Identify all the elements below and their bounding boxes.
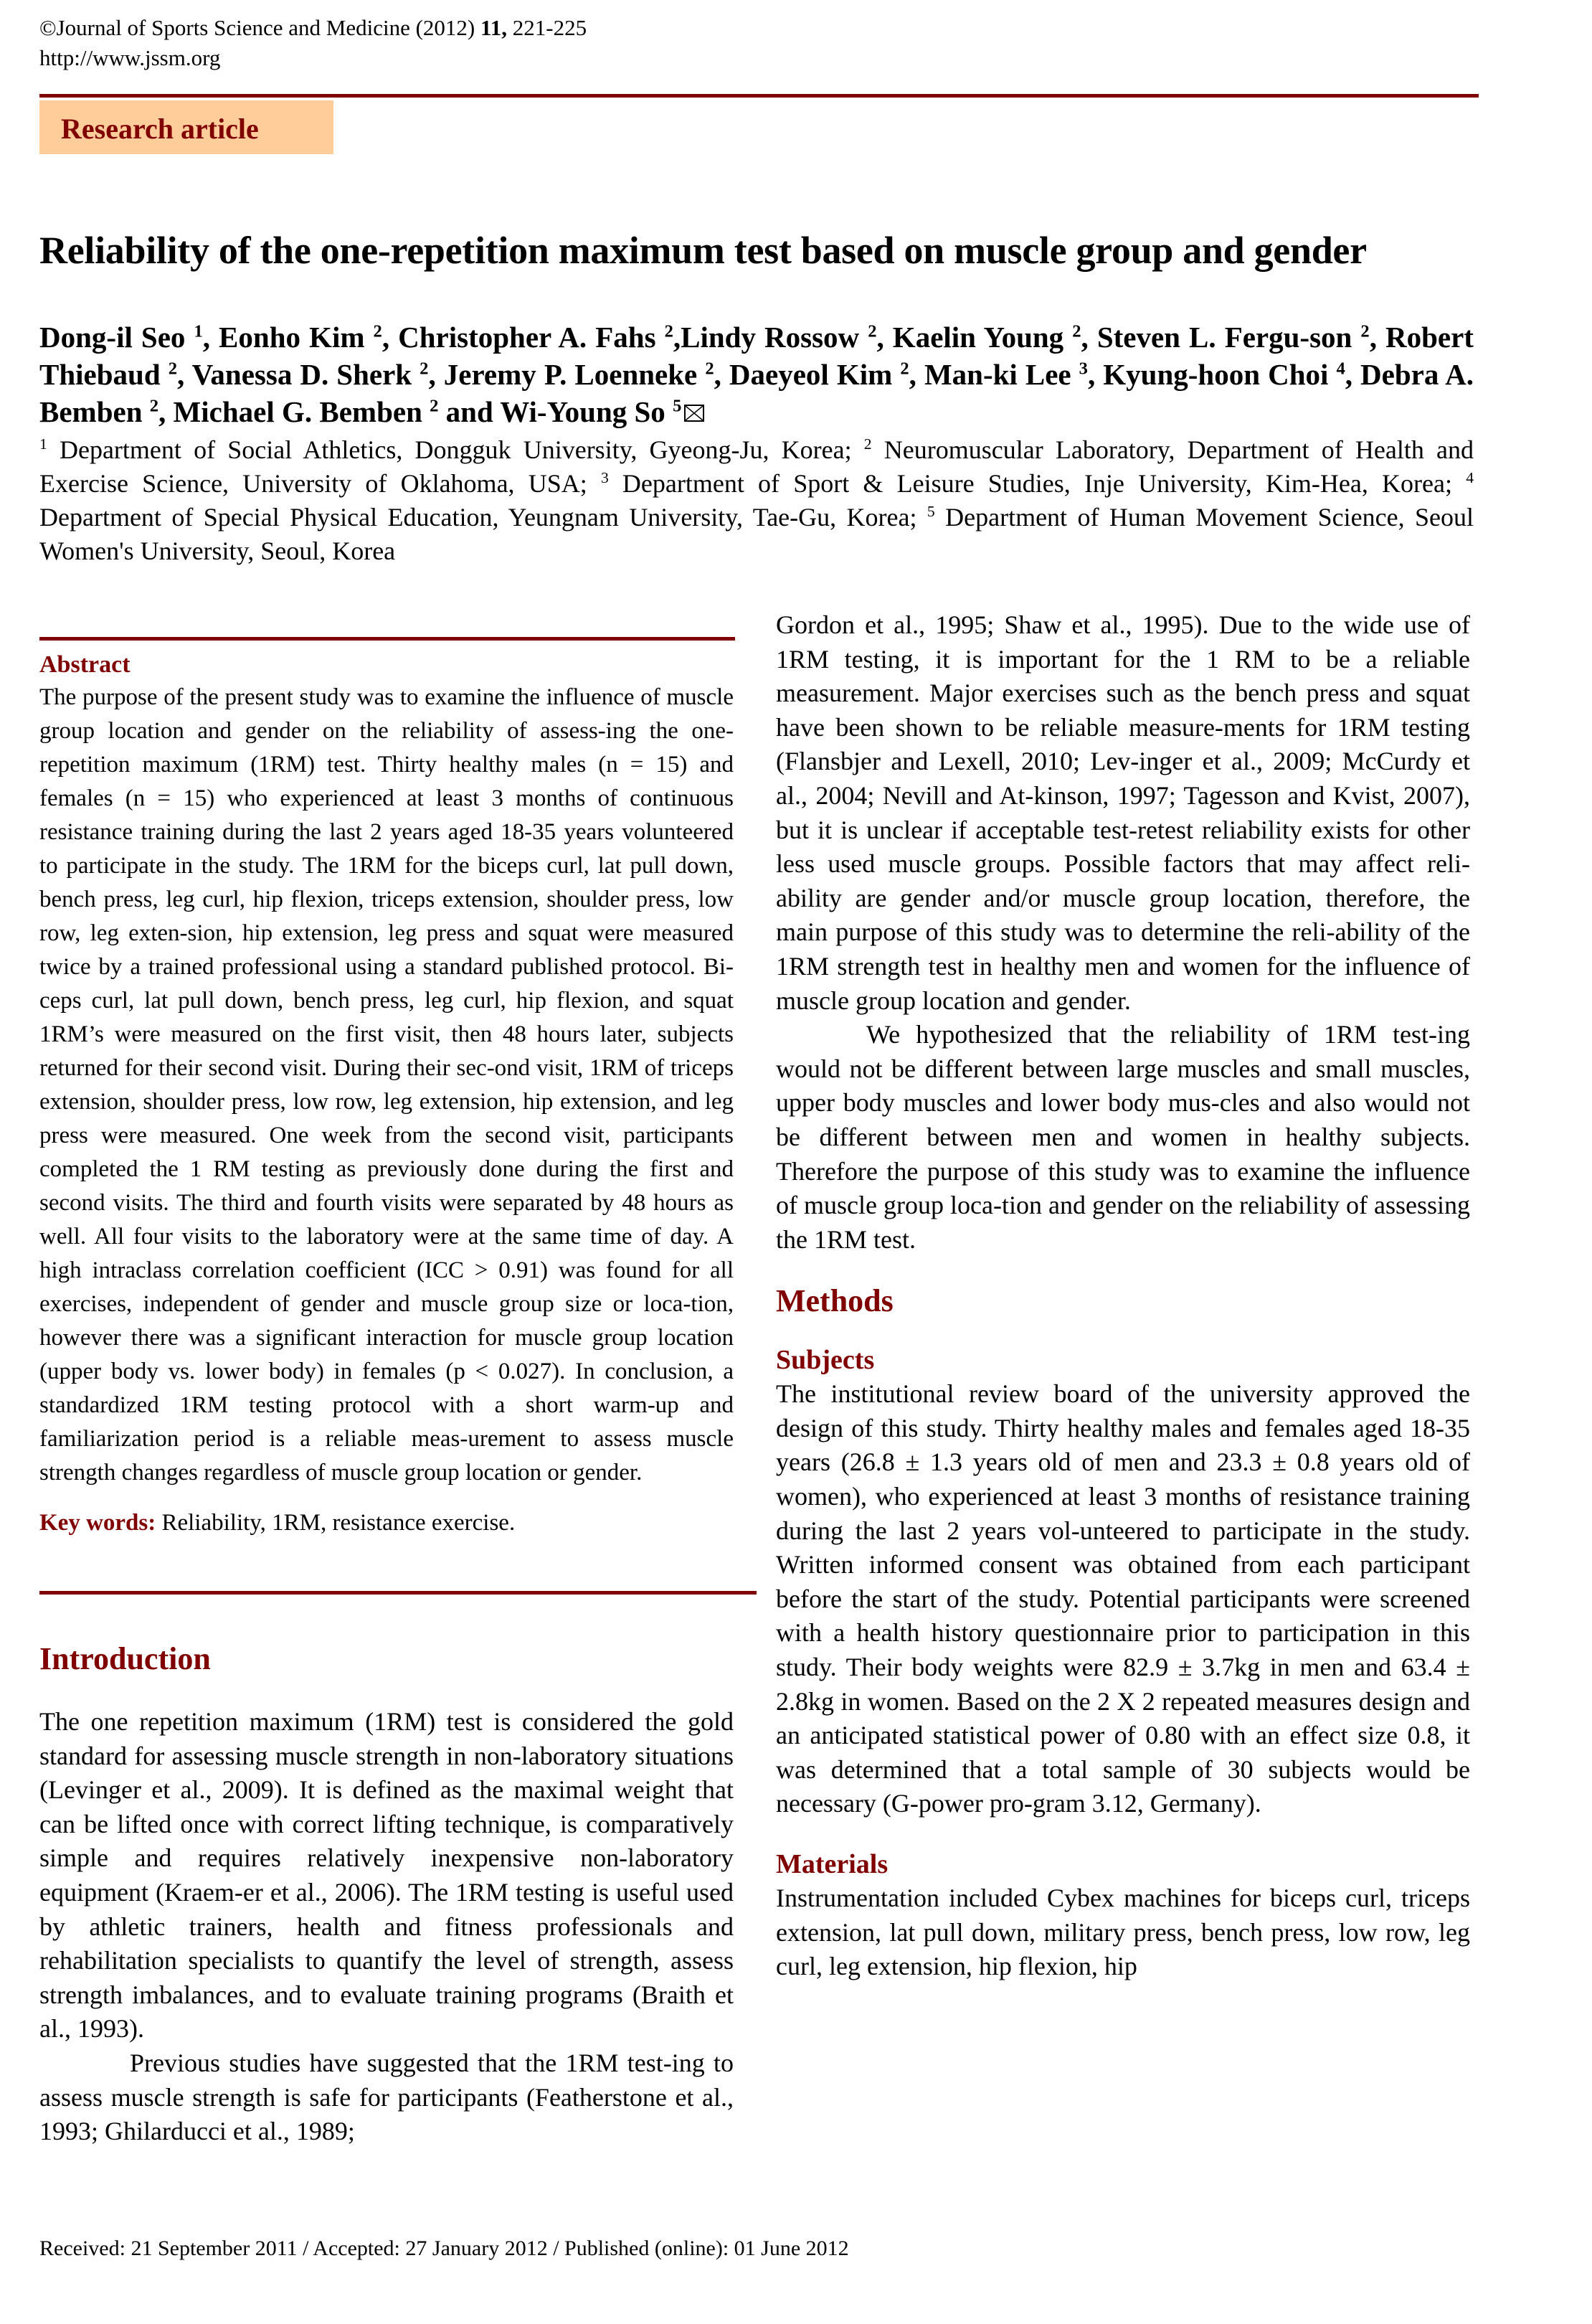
- abstract-bottom-rule: [39, 1591, 757, 1595]
- paper-title: Reliability of the one-repetition maximum test based on muscle group and gender: [39, 229, 1367, 272]
- introduction-section: [39, 1639, 734, 2149]
- affiliations: $^1$ Department of Social Athletics, Dongguk University, Gyeong-Ju, Korea; $^2$ Neuromuscular Laboratory, Department of Health and Exercise Science, University of Oklahoma, USA; $^3$ Department of Sport & Leisure Studies, Inje University, Kim-Hea, Korea; $^4$ Department of Special Physical Education, Yeungnam University, Tae-Gu, Korea; $^5$ Department of Human Movement Science, Seoul Women's University, Seoul, Korea: [39, 435, 1474, 565]
- intro-paragraph-3: We hypothesized that the reliability of 1RM test-ing would not be different between large muscles and small muscles, upper body muscles and lower body mus-cles and also would not be different between men and women in healthy subjects. Therefore the purpose of this study was to examine the influence of muscle group loca-tion and gender on the reliability of assessing the 1RM test.: [776, 1020, 1470, 1254]
- right-column: [776, 608, 1470, 1984]
- article-type-badge: [39, 100, 333, 154]
- header-rule: [39, 94, 1479, 98]
- introduction-heading: Introduction: [39, 1641, 211, 1676]
- envelope-icon[interactable]: [684, 405, 704, 422]
- materials-body: Instrumentation included Cybex machines for biceps curl, triceps extension, lat pull down, military press, bench press, low row, leg curl, leg extension, hip flexion, hip: [776, 1884, 1470, 1981]
- publication-dates: Received: 21 September 2011 / Accepted: 27 January 2012 / Published (online): 01 June 2012: [39, 2236, 849, 2260]
- subjects-body: The institutional review board of the university approved the design of this study. Thirty healthy males and females aged 18-35 years (26.8 ± 1.3 years old of men and 23.3 ± 0.8 years old of women), who experienced at least 3 months of resistance training during the last 2 years vol-unteered to participate in the study. Written informed consent was obtained from each participant before the start of the study. Potential participants were screened with a health history questionnaire prior to participation in this study. Their body weights were 82.9 ± 3.7kg in men and 63.4 ± 2.8kg in women. Based on the 2 X 2 repeated measures design and an anticipated statistical power of 0.80 with an effect size 0.8, it was determined that a total sample of 30 subjects would be necessary (G-power pro-gram 3.12, Germany).: [776, 1379, 1470, 1818]
- author-list: Dong-il Seo $^1$, Eonho Kim $^2$, Christopher A. Fahs $^2$,Lindy Rossow $^2$, Kaelin Young $^2$, Steven L. Fergu-son $^2$, Robert Thiebaud $^2$, Vanessa D. Sherk $^2$, Jeremy P. Loenneke $^2$, Daeyeol Kim $^2$, Man-ki Lee $^3$, Kyung-hoon Choi $^4$, Debra A. Bemben $^2$, Michael G. Bemben $^2$ and Wi-Young So $^5$: [39, 321, 1474, 428]
- journal-line: ©Journal of Sports Science and Medicine (2012) 11, 221-225: [39, 15, 587, 40]
- keywords-label: Key words:: [39, 1510, 156, 1536]
- intro-paragraph-1: The one repetition maximum (1RM) test is considered the gold standard for assessing muscle strength in non-laboratory situations (Levinger et al., 2009). It is defined as the maximal weight that can be lifted once with correct lifting technique, is comparatively simple and requires relatively inexpensive non-laboratory equipment (Kraem-er et al., 2006). The 1RM testing is useful used by athletic trainers, health and fitness professionals and rehabilitation specialists to quantify the level of strength, assess strength imbalances, and to evaluate training programs (Braith et al., 1993).: [39, 1707, 734, 2044]
- abstract-body: The purpose of the present study was to examine the influence of muscle group location and gender on the reliability of assess-ing the one-repetition maximum (1RM) test. Thirty healthy males (n = 15) and females (n = 15) who experienced at least 3 months of continuous resistance training during the last 2 years aged 18-35 years volunteered to participate in the study. The 1RM for the biceps curl, lat pull down, bench press, leg curl, hip flexion, triceps extension, shoulder press, low row, leg exten-sion, hip extension, leg press and squat were measured twice by a trained professional using a standard published protocol. Bi-ceps curl, lat pull down, bench press, leg curl, hip flexion, and squat 1RM’s were measured on the first visit, then 48 hours later, subjects returned for their second visit. During their sec-ond visit, 1RM of triceps extension, shoulder press, low row, leg extension, hip extension, and leg press were measured. One week from the second visit, participants completed the 1 RM testing as previously done during the first and second visits. The third and fourth visits were separated by 48 hours as well. All four visits to the laboratory were at the same time of day. A high intraclass correlation coefficient (ICC > 0.91) was found for all exercises, independent of gender and muscle group size or loca-tion, however there was a significant interaction for muscle group location (upper body vs. lower body) in females (p < 0.027). In conclusion, a standardized 1RM testing protocol with a short warm-up and familiarization period is a reliable meas-urement to assess muscle strength changes regardless of muscle group location or gender.: [39, 684, 734, 1485]
- abstract-top-rule: [39, 637, 735, 641]
- abstract-heading: Abstract: [39, 651, 131, 678]
- methods-heading: Methods: [776, 1283, 894, 1319]
- journal-url[interactable]: http://www.jssm.org: [39, 45, 221, 70]
- subjects-heading: Subjects: [776, 1345, 875, 1376]
- materials-heading: Materials: [776, 1849, 889, 1879]
- volume: 11,: [480, 15, 508, 40]
- keywords: Key words: Reliability, 1RM, resistance exercise.: [39, 1510, 516, 1536]
- intro-paragraph-2: Previous studies have suggested that the 1RM test-ing to assess muscle strength is safe for participants (Featherstone et al., 1993; Ghilarducci et al., 1989;: [39, 2048, 734, 2146]
- intro-paragraph-2-continued: Gordon et al., 1995; Shaw et al., 1995). Due to the wide use of 1RM testing, it is important for the 1 RM to be a reliable measurement. Major exercises such as the bench press and squat have been shown to be reliable measure-ments for 1RM testing (Flansbjer and Lexell, 2010; Lev-inger et al., 2009; McCurdy et al., 2004; Nevill and At-kinson, 1997; Tagesson and Kvist, 2007), but it is unclear if acceptable test-retest reliability exists for other less used muscle groups. Possible factors that may affect reli-ability are gender and/or muscle group location, therefore, the main purpose of this study was to determine the reli-ability of the 1RM strength test in healthy men and women for the influence of muscle group location and gender.: [776, 610, 1470, 1015]
- article-type-label: Research article: [61, 113, 259, 145]
- journal-citation: [39, 13, 587, 73]
- abstract-section: [39, 649, 734, 1539]
